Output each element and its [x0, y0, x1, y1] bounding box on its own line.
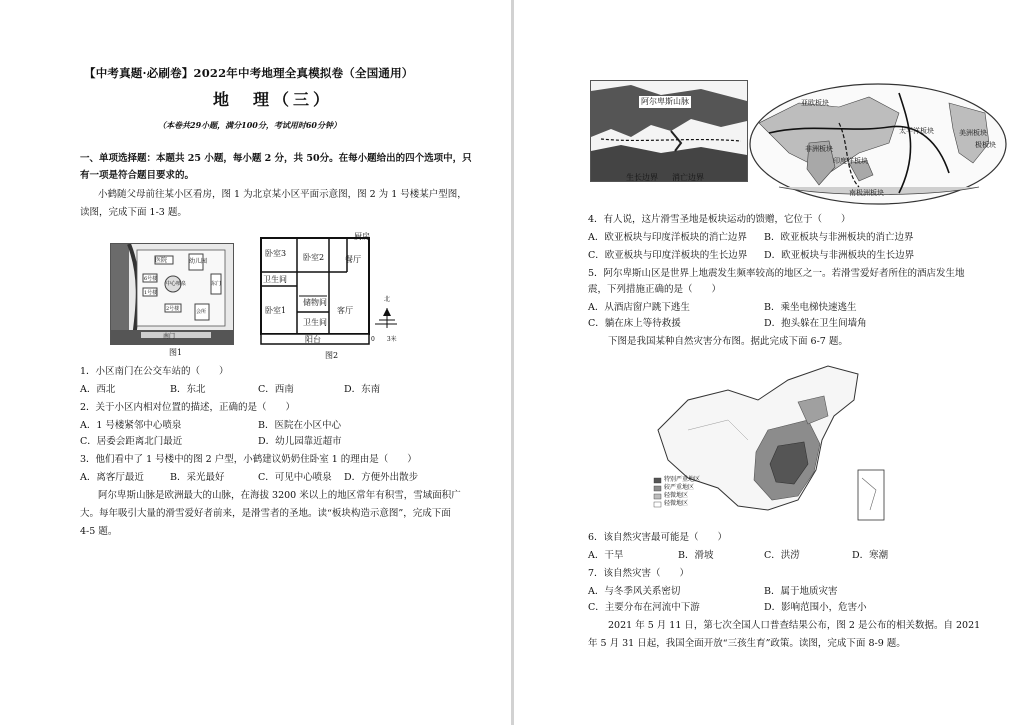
- q6-option-a[interactable]: A．干旱: [588, 550, 624, 561]
- legend-grow: 生长边界: [626, 173, 658, 182]
- right-page: [514, 0, 1024, 725]
- q4-option-c[interactable]: C．欧亚板块与印度洋板块的生长边界: [588, 250, 748, 261]
- q7-option-c[interactable]: C．主要分布在河流中下游: [588, 602, 700, 613]
- label-north: 北: [384, 296, 391, 303]
- q6-option-b[interactable]: B．滑坡: [678, 550, 714, 561]
- intro3-paragraph: 下图是我国某种自然灾害分布图。据此完成下面 6-7 题。: [608, 336, 848, 347]
- exam-note: （本卷共29小题，满分100分，考试用时60分钟）: [158, 120, 341, 130]
- q3-option-b[interactable]: B．采光最好: [170, 472, 225, 483]
- q1-option-d[interactable]: D．东南: [344, 384, 381, 395]
- q1-option-b[interactable]: B．东北: [170, 384, 206, 395]
- q5-option-c[interactable]: C．躺在床上等待救援: [588, 318, 681, 329]
- plate-extra: 极板块: [975, 141, 996, 149]
- question-4: 4．有人说，这片滑雪圣地是板块运动的馈赠，它位于（ ）: [588, 214, 851, 225]
- legend-light: 轻微地区: [664, 492, 689, 499]
- question-6: 6．该自然灾害最可能是（ ）: [588, 532, 728, 543]
- q6-option-d[interactable]: D．寒潮: [852, 550, 889, 561]
- plate-indian: 印度洋板块: [833, 157, 868, 165]
- china-disaster-map: [648, 360, 888, 530]
- q5-option-d[interactable]: D．抱头躲在卫生间墙角: [764, 318, 867, 329]
- q2-option-c[interactable]: C．居委会距离北门最近: [80, 436, 183, 447]
- q4-option-d[interactable]: D．欧亚板块与非洲板块的生长边界: [764, 250, 915, 261]
- q1-option-a[interactable]: A．西北: [80, 384, 116, 395]
- label-dining: 餐厅: [345, 255, 361, 264]
- q2-option-d[interactable]: D．幼儿园靠近超市: [258, 436, 342, 447]
- label-bldg6: 6号楼: [144, 276, 158, 282]
- question-3: 3．他们看中了 1 号楼中的图 2 户型，小鹤建议奶奶住卧室 1 的理由是（ ）: [80, 454, 417, 465]
- label-clubhouse: 会所: [196, 309, 207, 315]
- label-bathroom-b: 卫生间: [303, 318, 327, 327]
- q2-option-b[interactable]: B．医院在小区中心: [258, 420, 341, 431]
- q5-option-b[interactable]: B．乘坐电梯快速逃生: [764, 302, 857, 313]
- q3-option-a[interactable]: A．离客厅最近: [80, 472, 144, 483]
- question-5-cont: 震，下列措施正确的是（ ）: [588, 284, 722, 295]
- section-heading: 一、单项选择题：本题共 25 小题，每小题 2 分，共 50分。在每小题给出的四个选项中，只: [80, 153, 472, 164]
- q3-option-c[interactable]: C．可见中心喷泉: [258, 472, 332, 483]
- intro2-paragraph-cont: 大。每年吸引大量的滑雪爱好者前来，是滑雪者的圣地。读“板块构造示意图”，完成下面: [80, 508, 451, 519]
- q4-option-b[interactable]: B．欧亚板块与非洲板块的消亡边界: [764, 232, 914, 243]
- label-bldg2: 2号楼: [166, 306, 180, 312]
- q2-option-a[interactable]: A．1 号楼紧邻中心喷泉: [80, 420, 182, 431]
- plate-american: 美洲板块: [959, 129, 987, 137]
- label-storage: 储物间: [303, 298, 327, 307]
- label-bathroom-a: 卫生间: [263, 275, 287, 284]
- community-map: [110, 243, 234, 345]
- label-living: 客厅: [337, 306, 353, 315]
- label-bldg1: 1号楼: [144, 290, 158, 296]
- question-2: 2．关于小区内相对位置的描述，正确的是（ ）: [80, 402, 296, 413]
- q5-option-a[interactable]: A．从酒店窗户跳下逃生: [588, 302, 690, 313]
- question-1: 1．小区南门在公交车站的（ ）: [80, 366, 229, 377]
- exam-title: 【中考真题·必刷卷】2022年中考地理全真模拟卷（全国通用）: [84, 66, 414, 80]
- q1-option-c[interactable]: C．西南: [258, 384, 294, 395]
- q7-option-d[interactable]: D．影响范围小，危害小: [764, 602, 867, 613]
- label-south-gate: 南门: [163, 333, 176, 340]
- label-bedroom3: 卧室3: [265, 249, 287, 258]
- subject-title: 地 理（三）: [213, 90, 334, 109]
- label-balcony: 阳台: [305, 335, 321, 344]
- intro2-paragraph-end: 4-5 题。: [80, 526, 118, 537]
- q6-option-c[interactable]: C．洪涝: [764, 550, 800, 561]
- intro-paragraph-cont: 读图，完成下面 1-3 题。: [80, 207, 187, 218]
- q4-option-a[interactable]: A．欧亚板块与印度洋板块的消亡边界: [588, 232, 747, 243]
- plate-eurasian: 亚欧板块: [801, 99, 829, 107]
- intro2-paragraph: 阿尔卑斯山脉是欧洲最大的山脉，在海拔 3200 米以上的地区常年有积雪，雪域面积广: [98, 490, 461, 501]
- label-alps: 阿尔卑斯山脉: [641, 97, 689, 106]
- label-scale: 0 3米: [371, 336, 397, 343]
- label-east-gate: 东门: [211, 281, 222, 287]
- label-kindergarten: 幼儿园: [189, 258, 208, 265]
- intro4-paragraph: 2021 年 5 月 11 日，第七次全国人口普查结果公布，图 2 是公布的相关数据。自 2021: [608, 620, 981, 631]
- intro-paragraph: 小鹤随父母前往某小区看房，图 1 为北京某小区平面示意图，图 2 为 1 号楼某户型图，: [98, 189, 467, 200]
- community-map-drawing: [111, 244, 233, 344]
- figure2-caption: 图2: [325, 351, 339, 360]
- question-5: 5．阿尔卑斯山区是世界上地震发生频率较高的地区之一。若滑雪爱好者所住的酒店发生地: [588, 268, 965, 279]
- plate-pacific: 太平洋板块: [899, 127, 934, 135]
- q7-option-b[interactable]: B．属于地质灾害: [764, 586, 838, 597]
- label-bedroom2: 卧室2: [303, 253, 325, 262]
- floor-plan: [257, 228, 399, 346]
- legend-die: 消亡边界: [672, 173, 704, 182]
- question-7: 7．该自然灾害（ ）: [588, 568, 690, 579]
- legend-severe: 特别严重地区: [664, 476, 701, 483]
- intro4-paragraph-cont: 年 5 月 31 日起，我国全面开放“三孩生育”政策。读图，完成下面 8-9 题。: [588, 638, 906, 649]
- label-hospital: 医院: [155, 257, 168, 264]
- figure1-caption: 图1: [169, 348, 183, 357]
- label-fountain: 中心喷泉: [166, 281, 187, 287]
- plate-antarctic: 南极洲板块: [849, 189, 884, 197]
- legend-moderate: 较严重地区: [664, 484, 695, 491]
- plate-african: 非洲板块: [805, 145, 833, 153]
- label-bedroom1: 卧室1: [265, 306, 287, 315]
- q7-option-a[interactable]: A．与冬季风关系密切: [588, 586, 681, 597]
- section-heading-cont: 有一项是符合题目要求的。: [80, 170, 195, 181]
- q3-option-d[interactable]: D．方便外出散步: [344, 472, 419, 483]
- alps-inset-map: [590, 80, 748, 182]
- floor-plan-drawing: [257, 228, 399, 346]
- world-plates-map: [749, 83, 1007, 205]
- label-kitchen: 厨房: [354, 232, 370, 241]
- legend-light-2: 轻微地区: [664, 500, 689, 507]
- left-page: [0, 0, 511, 725]
